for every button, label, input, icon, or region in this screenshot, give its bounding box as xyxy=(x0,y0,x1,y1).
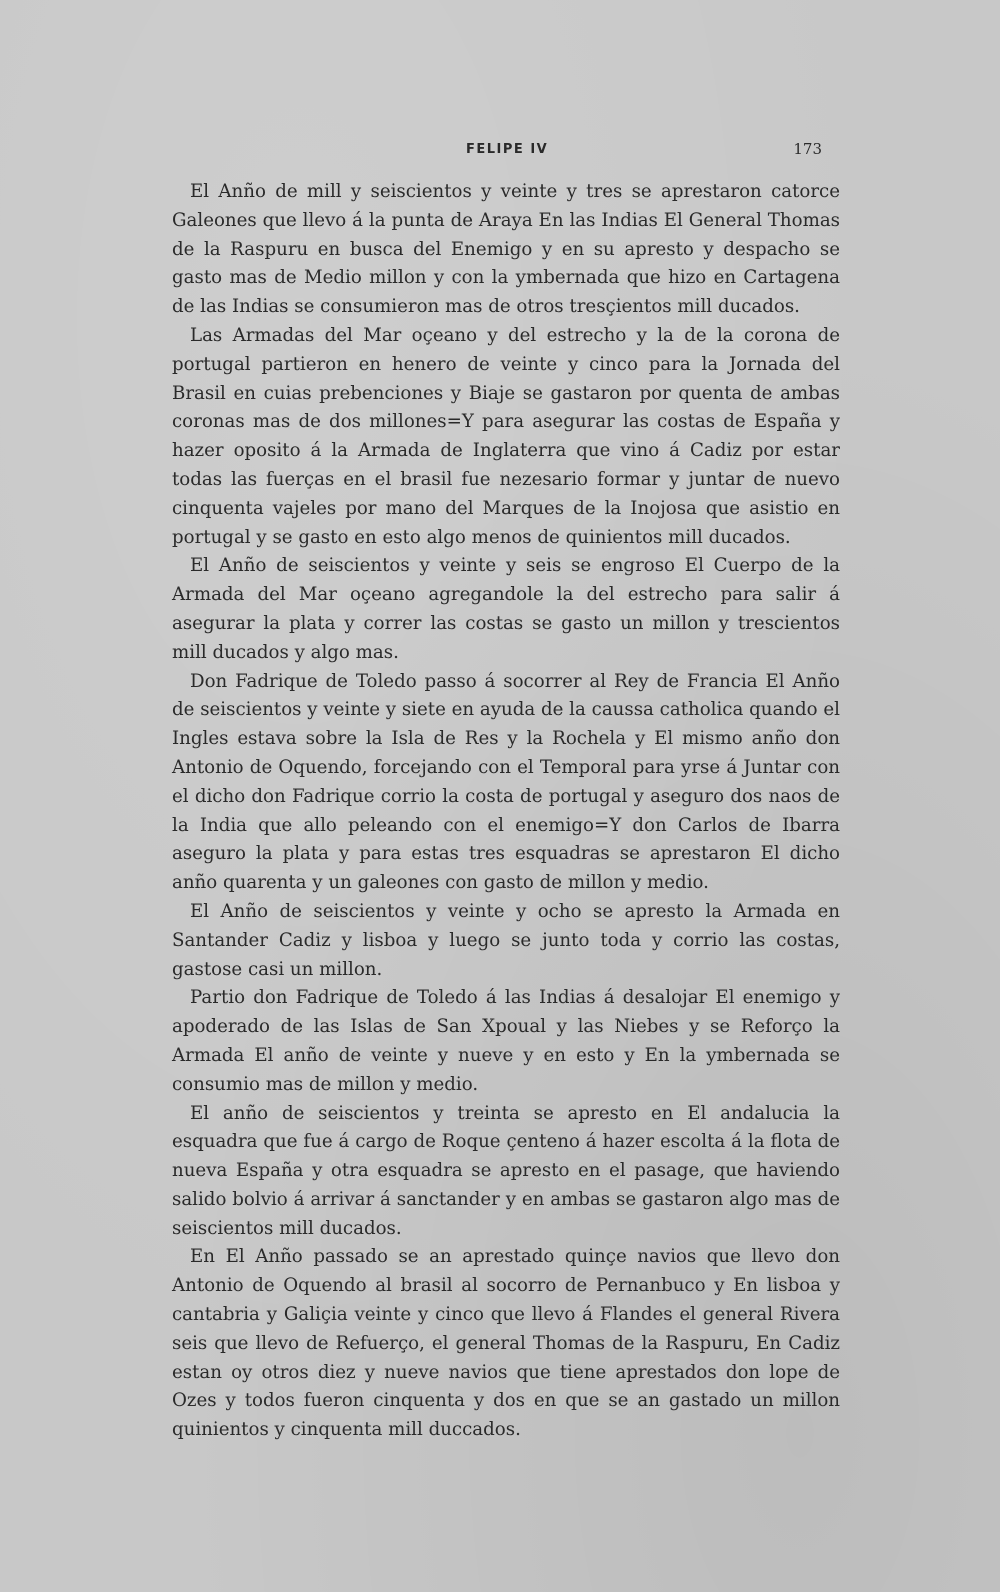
paragraph: Las Armadas del Mar oçeano y del estrecho y la de la corona de portugal partieron en henero de veinte y cinco para la Jornada del Brasil en cuias prebenciones y Biaje se gastaron por quenta de ambas coronas mas de dos millones=Y para asegurar las costas de España y hazer oposito á la Armada de Inglaterra que vino á Cadiz por estar todas las fuerças en el brasil fue nezesario formar y juntar de nuevo cinquenta vajeles por mano del Marques de la Inojosa que asistio en portugal y se gasto en esto algo menos de quinientos mill ducados. xyxy=(172,324,840,548)
paragraph: En El Anño passado se an aprestado quinçe navios que llevo don Antonio de Oquendo al brasil al socorro de Pernanbuco y En lisboa y cantabria y Galiçia veinte y cinco que llevo á Flandes el general Rivera seis que llevo de Refuerço, el general Thomas de la Raspuru, En Cadiz estan oy otros diez y nueve navios que tiene aprestados don lope de Ozes y todos fueron cinquenta y dos en que se an gastado un millon quinientos y cinquenta mill duccados. xyxy=(172,1246,840,1441)
page-number: 173 xyxy=(793,140,822,158)
paragraph: El anño de seiscientos y treinta se apresto en El andalucia la esquadra que fue á cargo de Roque çenteno á hazer escolta á la flota de nueva España y otra esquadra se apresto en el pasage, que haviendo salido bolvio á arrivar á sanctander y en ambas se gastaron algo mas de seiscientos mill ducados. xyxy=(172,1102,840,1239)
running-head xyxy=(174,142,838,166)
running-title: FELIPE IV xyxy=(466,142,549,157)
paragraph: El Anño de mill y seiscientos y veinte y tres se aprestaron catorce Galeones que llevo á la punta de Araya En las Indias El General Thomas de la Raspuru en busca del Enemigo y en su apresto y despacho se gasto mas de Medio millon y con la ymbernada que hizo en Cartagena de las Indias se consumieron mas de otros tresçientos mill ducados. xyxy=(172,181,840,318)
paragraph: El Anño de seiscientos y veinte y seis se engroso El Cuerpo de la Armada del Mar oçeano agregandole la del estrecho para salir á asegurar la plata y correr las costas se gasto un millon y trescientos mill ducados y algo mas. xyxy=(172,555,840,663)
paragraph: Partio don Fadrique de Toledo á las Indias á desalojar El enemigo y apoderado de las Islas de San Xpoual y las Niebes y se Reforço la Armada El anño de veinte y nueve y en esto y En la ymbernada se consumio mas de millon y medio. xyxy=(172,987,840,1095)
body-text xyxy=(172,178,840,1445)
paragraph: El Anño de seiscientos y veinte y ocho se apresto la Armada en Santander Cadiz y lisboa y luego se junto toda y corrio las costas, gastose casi un millon. xyxy=(172,900,840,980)
paragraph: Don Fadrique de Toledo passo á socorrer al Rey de Francia El Anño de seiscientos y veinte y siete en ayuda de la caussa catholica quando el Ingles estava sobre la Isla de Res y la Rochela y El mismo anño don Antonio de Oquendo, forcejando con el Temporal para yrse á Juntar con el dicho don Fadrique corrio la costa de portugal y aseguro dos naos de la India que allo peleando con el enemigo=Y don Carlos de Ibarra aseguro la plata y para estas tres esquadras se aprestaron El dicho anño quarenta y un galeones con gasto de millon y medio. xyxy=(172,670,840,894)
